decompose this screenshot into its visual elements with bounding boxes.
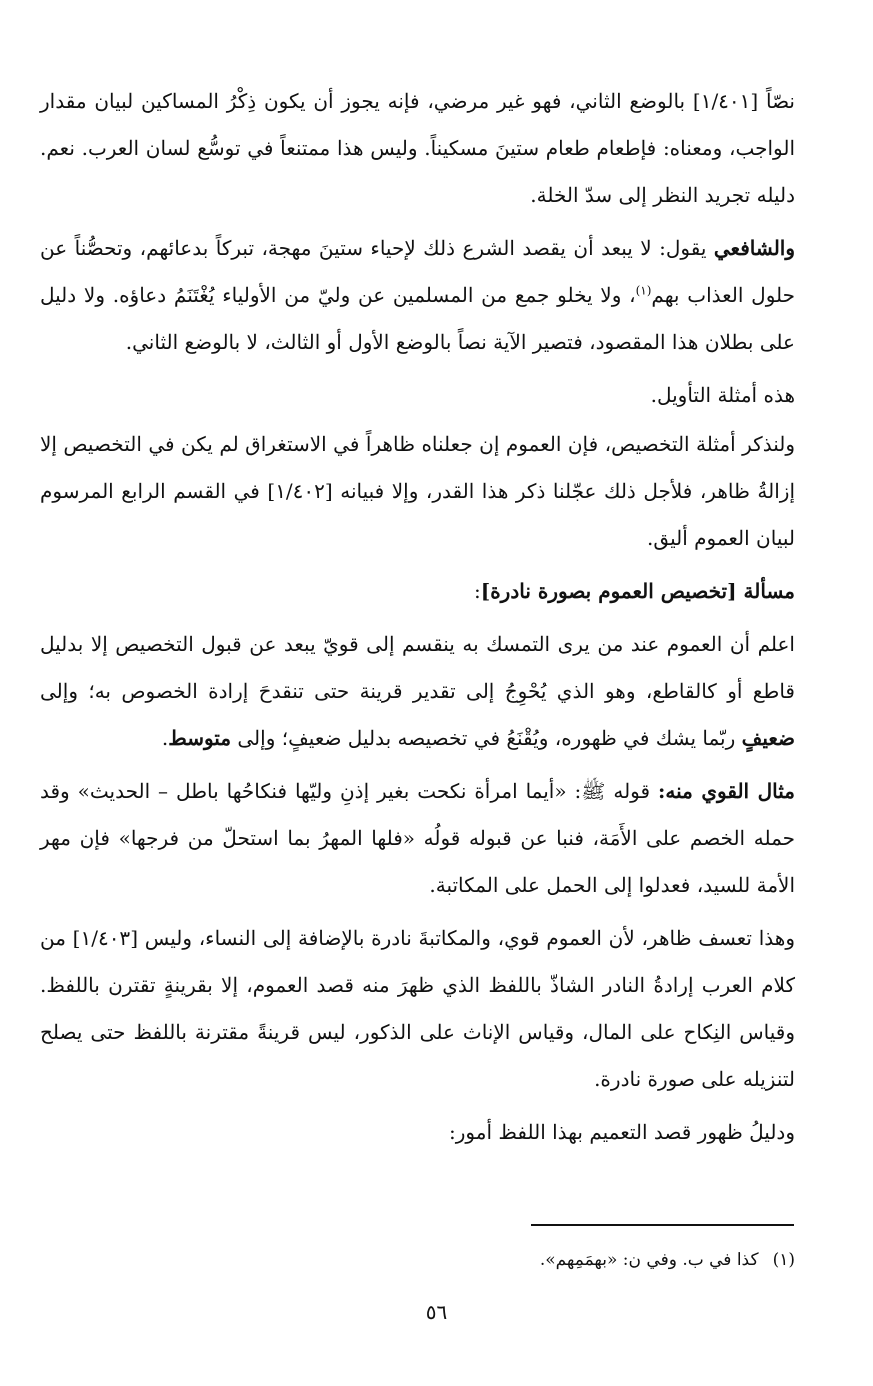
paragraph-5-text-c: . (161, 726, 169, 750)
paragraph-2-text-a: يقول: لا يبعد أن يقصد الشرع ذلك لإحياء ستينَ مهجة، تبركاً بدعائهم، وتحصُّناً عن حلول العذاب بهم (40, 236, 796, 307)
paragraph-8: ودليلُ ظهور قصد التعميم بهذا اللفظ أمور: (449, 1120, 795, 1144)
paragraph-7: وهذا تعسف ظاهر، لأن العموم قوي، والمكاتبةَ نادرة بالإضافة إلى النساء، وليس [١/٤٠٣] من كلام العرب إرادةُ النادر الشاذّ باللفظ الذي ظهرَ منه قصد العموم، إلا بقرينةٍ تقترن باللفظ. وقياس النِكاح على المال، وقياس الإناث على الذكور، ليس قرينةً مقترنة باللفظ حتى يصلح لتنزيله على صورة نادرة. (40, 926, 795, 1091)
footnote-divider (531, 1224, 794, 1226)
footnote-text: كذا في ب. وفي ن: «بهمَمِهم». (539, 1250, 759, 1270)
question-colon: : (473, 579, 481, 603)
question-label: مسألة (743, 579, 795, 603)
footnote (40, 1242, 795, 1278)
question-heading (40, 568, 795, 615)
paragraph-1: نصّاً [١/٤٠١] بالوضع الثاني، فهو غير مرضي، فإنه يجوز أن يكون ذِكْرُ المساكين لبيان مقدار الواجب، ومعناه: فإطعام طعام ستينَ مسكيناً. وليس هذا ممتنعاً في توسُّع لسان العرب. نعم. دليله تجريد النظر إلى سدّ الخلة. (40, 89, 796, 207)
paragraph-5-text-b: ربّما يشك في ظهوره، ويُقْنَعُ في تخصيصه بدليل ضعيفٍ؛ وإلى (231, 726, 742, 750)
question-title: [تخصيص العموم بصورة نادرة] (480, 579, 744, 603)
footnote-number: (١) (772, 1250, 795, 1270)
paragraph-3: هذه أمثلة التأويل. (650, 383, 795, 407)
paragraph-6-lead: مثال القوي منه: (657, 779, 795, 803)
paragraph-2-text-b: ، ولا يخلو جمع من المسلمين عن وليّ من الأولياء يُغْتَنَمُ دعاؤه. ولا دليل على بطلان هذا المقصود، فتصير الآية نصاً بالوضع الأول أو الثالث، لا بالوضع الثاني. (40, 283, 795, 354)
paragraph-5 (40, 621, 795, 762)
paragraph-5-middle: متوسط (168, 726, 232, 750)
page-number: ٥٦ (425, 1300, 448, 1324)
footnote-marker[interactable]: (١) (635, 283, 652, 298)
paragraph-4: ولنذكر أمثلة التخصيص، فإن العموم إن جعلناه ظاهراً في الاستغراق لم يكن في التخصيص إلا إزالةُ ظاهر، فلأجل ذلك عجّلنا ذكر هذا القدر، وإلا فبيانه [١/٤٠٢] في القسم الرابع المرسوم لبيان العموم أليق. (40, 432, 796, 550)
paragraph-2-lead: والشافعي (713, 236, 795, 260)
paragraph-5-weak: ضعيفٍ (741, 726, 795, 750)
paragraph-6-body: قوله ﷺ: «أيما امرأة نكحت بغير إذنِ وليّها فنكاحُها باطل – الحديث» وقد حمله الخصم على الأَمَة، فنبا عن قبوله قولُه «فلها المهرُ بما استحلّ من فرجها» فإن مهر الأمة للسيد، فعدلوا إلى الحمل على المكاتبة. (40, 779, 795, 897)
paragraph-2 (40, 225, 795, 366)
paragraph-6 (40, 768, 795, 909)
page-body (40, 78, 795, 1162)
paragraph-5-text-a: اعلم أن العموم عند من يرى التمسك به ينقسم إلى قويّ يبعد عن قبول التخصيص إلا بدليل قاطع أو كالقاطع، وهو الذي يُحْوِجُ إلى تقدير قرينة حتى تنقدحَ إرادة الخصوص به؛ وإلى (40, 632, 795, 703)
